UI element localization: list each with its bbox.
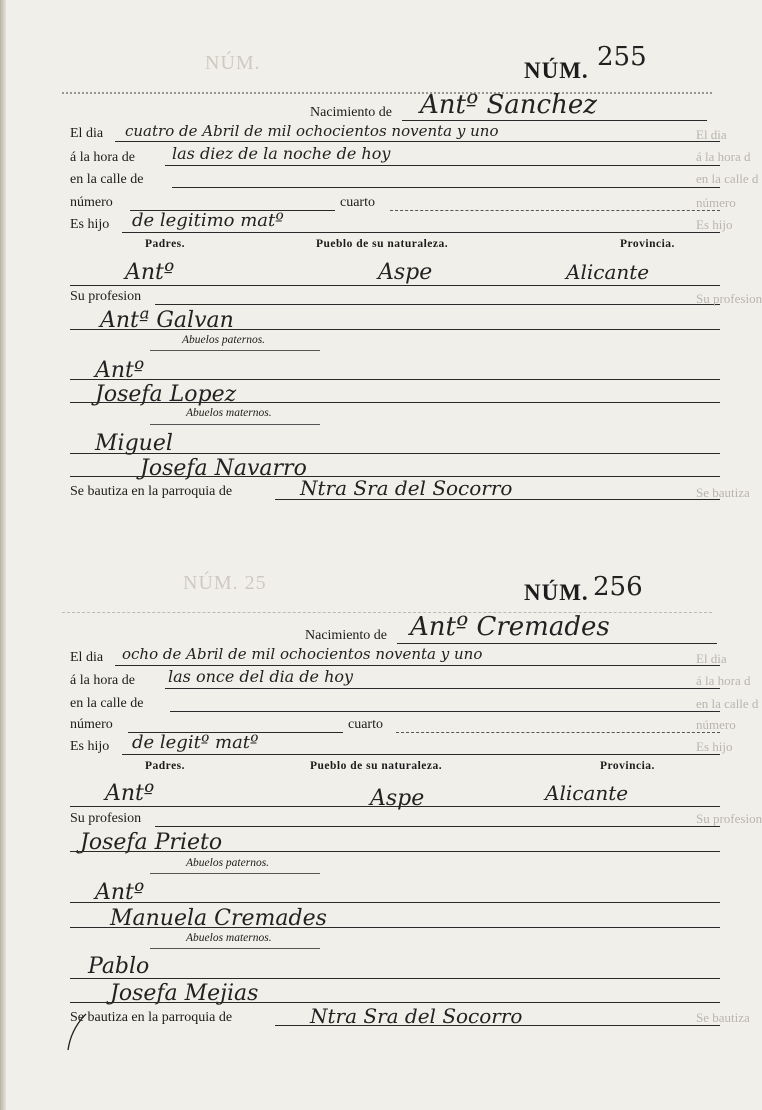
nacimiento-line xyxy=(397,643,717,644)
dotted-separator xyxy=(62,612,712,613)
ink-flourish xyxy=(66,1012,96,1052)
hora-value: las once del dia de hoy xyxy=(168,667,354,686)
cuarto-line xyxy=(396,732,720,733)
bleed-through-margin xyxy=(690,0,762,1110)
calle-label: en la calle de xyxy=(70,172,144,187)
abuelo-materno-1-line xyxy=(70,453,720,454)
padre-name: Antº xyxy=(105,781,155,806)
abuelos-maternos-label: Abuelos maternos. xyxy=(186,407,272,419)
abuelos-paternos-underline xyxy=(150,350,320,351)
abuelos-maternos-underline xyxy=(150,948,320,949)
abuelos-maternos-label: Abuelos maternos. xyxy=(186,932,272,944)
dia-value: cuatro de Abril de mil ochocientos noventa y uno xyxy=(125,122,499,140)
padres-header: Padres. xyxy=(145,238,186,250)
bleed-text: á la hora d xyxy=(696,149,751,164)
hora-label: á la hora de xyxy=(70,673,135,688)
hora-line xyxy=(165,688,720,689)
hijo-line xyxy=(122,754,720,755)
abuelo-materno-1: Miguel xyxy=(95,431,173,456)
bleed-text: número xyxy=(696,717,736,732)
abuelos-paternos-label: Abuelos paternos. xyxy=(182,334,266,346)
padre-provincia: Alicante xyxy=(566,260,650,284)
dia-label: El dia xyxy=(70,126,104,141)
pueblo-header: Pueblo de su naturaleza. xyxy=(310,760,443,772)
hijo-value: de legitimo matº xyxy=(132,210,284,231)
madre-line xyxy=(70,329,720,330)
ghost-number: NÚM. 25 xyxy=(183,572,267,594)
padre-name: Antº xyxy=(125,260,175,285)
padre-pueblo: Aspe xyxy=(378,260,433,285)
abuelo-paterno-2-line xyxy=(70,402,720,403)
provincia-header: Provincia. xyxy=(600,760,655,772)
hijo-line xyxy=(122,232,720,233)
abuelo-paterno-1: Antº xyxy=(95,358,145,383)
bleed-text: Su profesion xyxy=(696,291,762,306)
abuelo-materno-2: Josefa Mejias xyxy=(110,981,259,1006)
bleed-text: á la hora d xyxy=(696,673,751,688)
parroquia-value: Ntra Sra del Socorro xyxy=(300,476,513,500)
record-number: 256 xyxy=(593,572,643,602)
profesion-line xyxy=(155,826,720,827)
abuelo-materno-2-line xyxy=(70,1002,720,1003)
hora-label: á la hora de xyxy=(70,150,135,165)
dia-line xyxy=(115,665,720,666)
hijo-value: de legitº matº xyxy=(132,732,259,753)
abuelos-paternos-underline xyxy=(150,873,320,874)
nacimiento-label: Nacimiento de xyxy=(305,628,388,643)
hora-value: las diez de la noche de hoy xyxy=(172,144,391,163)
padres-line xyxy=(70,806,720,807)
bleed-text: El dia xyxy=(696,127,727,142)
record-number: 255 xyxy=(597,42,647,72)
calle-label: en la calle de xyxy=(70,696,144,711)
parroquia-value: Ntra Sra del Socorro xyxy=(310,1004,523,1028)
hijo-label: Es hijo xyxy=(70,739,110,754)
abuelos-maternos-underline xyxy=(150,424,320,425)
bleed-text: número xyxy=(696,195,736,210)
dia-label: El dia xyxy=(70,650,104,665)
profesion-label: Su profesion xyxy=(70,811,142,826)
madre-name: Antª Galvan xyxy=(100,308,234,333)
pueblo-header: Pueblo de su naturaleza. xyxy=(316,238,449,250)
nacimiento-label: Nacimiento de xyxy=(310,105,393,120)
nacimiento-name: Antº Cremades xyxy=(410,612,610,642)
dia-line xyxy=(115,141,720,142)
cuarto-line xyxy=(390,210,720,211)
bleed-text: Se bautiza xyxy=(696,1010,750,1025)
abuelo-materno-1: Pablo xyxy=(88,954,150,979)
bleed-text: en la calle d xyxy=(696,696,759,711)
record-number-label: NÚM. xyxy=(524,580,589,605)
cuarto-label: cuarto xyxy=(348,717,383,732)
dia-value: ocho de Abril de mil ochocientos noventa y uno xyxy=(122,645,483,663)
calle-line xyxy=(172,187,720,188)
numero-label: número xyxy=(70,717,113,732)
bleed-text: en la calle d xyxy=(696,171,759,186)
bleed-text: Su profesion xyxy=(696,811,762,826)
nacimiento-name: Antº Sanchez xyxy=(420,90,597,120)
dotted-separator xyxy=(62,92,712,94)
profesion-label: Su profesion xyxy=(70,289,142,304)
abuelos-paternos-label: Abuelos paternos. xyxy=(186,857,270,869)
padre-pueblo: Aspe xyxy=(370,786,425,811)
padre-provincia: Alicante xyxy=(545,781,629,805)
hora-line xyxy=(165,165,720,166)
parroquia-label: Se bautiza en la parroquia de xyxy=(70,484,233,499)
ghost-number: NÚM. xyxy=(205,52,261,74)
bleed-text: Es hijo xyxy=(696,739,733,754)
calle-line xyxy=(170,711,720,712)
abuelo-paterno-1: Antº xyxy=(95,880,145,905)
abuelo-materno-2: Josefa Navarro xyxy=(140,456,307,481)
abuelo-paterno-1-line xyxy=(70,902,720,903)
record-number-label: NÚM. xyxy=(524,58,589,83)
numero-label: número xyxy=(70,195,113,210)
parroquia-label: Se bautiza en la parroquia de xyxy=(70,1010,233,1025)
page-binding-edge xyxy=(0,0,6,1110)
provincia-header: Provincia. xyxy=(620,238,675,250)
padres-header: Padres. xyxy=(145,760,186,772)
abuelo-paterno-2: Josefa Lopez xyxy=(95,382,237,407)
profesion-line xyxy=(155,304,720,305)
cuarto-label: cuarto xyxy=(340,195,375,210)
bleed-text: Se bautiza xyxy=(696,485,750,500)
abuelo-paterno-1-line xyxy=(70,379,720,380)
abuelo-materno-1-line xyxy=(70,978,720,979)
hijo-label: Es hijo xyxy=(70,217,110,232)
abuelo-paterno-2-line xyxy=(70,927,720,928)
padres-line xyxy=(70,285,720,286)
madre-name: Josefa Prieto xyxy=(80,830,223,855)
abuelo-paterno-2: Manuela Cremades xyxy=(110,906,327,931)
bleed-text: El dia xyxy=(696,651,727,666)
nacimiento-line xyxy=(402,120,707,121)
madre-line xyxy=(70,851,720,852)
bleed-text: Es hijo xyxy=(696,217,733,232)
